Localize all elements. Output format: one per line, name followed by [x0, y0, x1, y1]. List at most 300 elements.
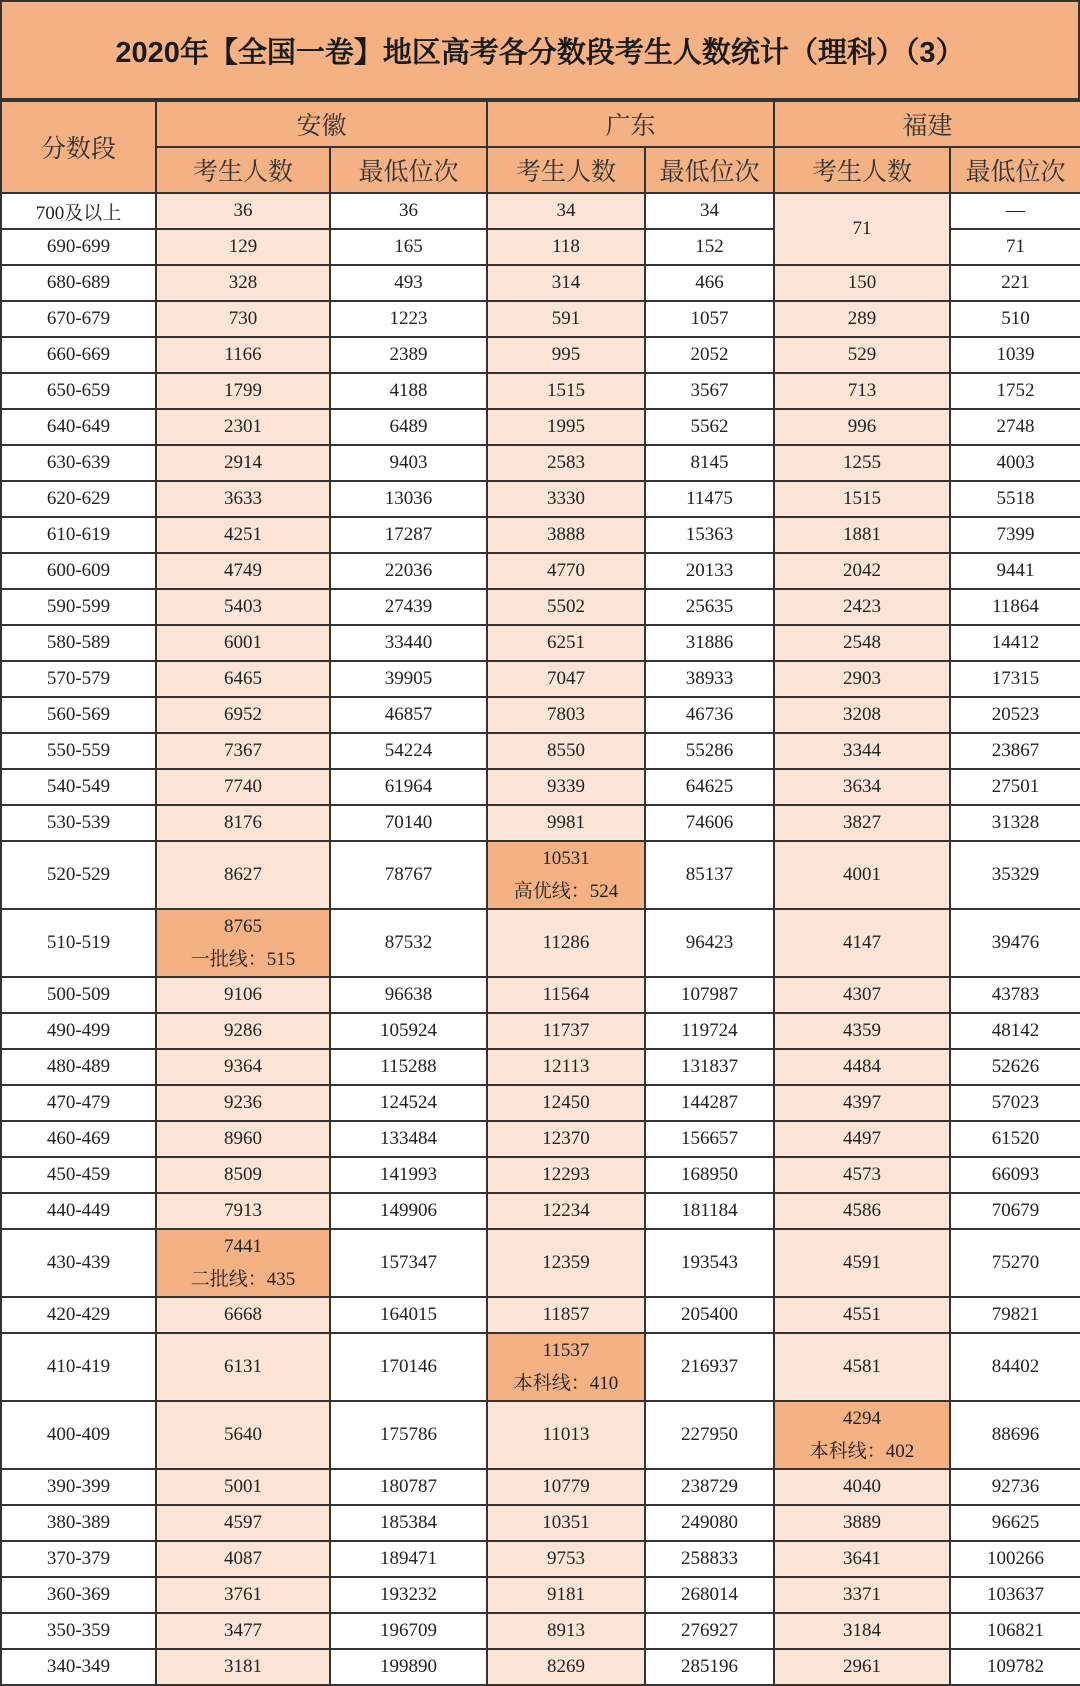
- rank-cell: [950, 337, 1080, 373]
- cell-value: 7913: [224, 1200, 262, 1221]
- cell-value: 4359: [843, 1020, 882, 1041]
- count-cell: [774, 1085, 950, 1121]
- rank-cell: [645, 1469, 774, 1505]
- cell-value: 9286: [224, 1020, 262, 1041]
- table-row: [1, 589, 1080, 625]
- count-cell: [774, 409, 950, 445]
- cell-value: 216937: [681, 1356, 739, 1377]
- rank-cell: [330, 1193, 487, 1229]
- cell-value: 9106: [224, 984, 262, 1005]
- rank-cell: [645, 909, 774, 977]
- rank-cell: [330, 1157, 487, 1193]
- score-range-cell: [1, 193, 156, 229]
- count-cell: [156, 1541, 330, 1577]
- rank-cell: [645, 553, 774, 589]
- rank-header: 最低位次: [330, 147, 487, 193]
- count-cell: [774, 805, 950, 841]
- rank-cell: [330, 1333, 487, 1401]
- cell-value: 74606: [685, 812, 734, 833]
- count-cell: [487, 769, 645, 805]
- count-cell: [156, 445, 330, 481]
- count-cell: [774, 1469, 950, 1505]
- cell-value: 165: [394, 236, 423, 257]
- cutoff-note: 一批线：515: [190, 948, 296, 970]
- cell-value: 2748: [996, 416, 1035, 437]
- count-cell: [156, 1577, 330, 1613]
- cell-value: 2042: [843, 560, 882, 581]
- count-cell: [774, 1157, 950, 1193]
- cell-value: 170146: [380, 1356, 437, 1377]
- count-cell: [774, 517, 950, 553]
- cell-value: 8627: [224, 864, 262, 885]
- cell-value: 5562: [690, 416, 729, 437]
- cell-value: 189471: [380, 1548, 437, 1569]
- rank-cell: [950, 445, 1080, 481]
- rank-cell: [950, 1613, 1080, 1649]
- cell-value: 560-569: [46, 704, 111, 725]
- cell-value: 13036: [384, 488, 433, 509]
- score-range-cell: [1, 1649, 156, 1685]
- cell-value: 196709: [380, 1620, 437, 1641]
- rank-cell: [330, 841, 487, 909]
- cell-value: 11857: [542, 1304, 590, 1325]
- cell-value: 57023: [991, 1092, 1040, 1113]
- count-cell: [487, 373, 645, 409]
- rank-cell: [950, 1013, 1080, 1049]
- cell-value: 2903: [843, 668, 882, 689]
- table-row: [1, 1013, 1080, 1049]
- score-range-cell: [1, 1085, 156, 1121]
- cell-value: 510: [1001, 308, 1030, 329]
- cell-value: 730: [228, 308, 258, 329]
- table-row: [1, 1333, 1080, 1401]
- table-row: [1, 265, 1080, 301]
- cell-value: 2423: [843, 596, 882, 617]
- count-cell: [487, 661, 645, 697]
- cell-value: 144287: [681, 1092, 739, 1113]
- cell-value: 3184: [843, 1620, 882, 1641]
- rank-cell: [330, 1505, 487, 1541]
- count-cell: [487, 1193, 645, 1229]
- count-cell: [156, 1649, 330, 1685]
- cell-value: 9441: [996, 560, 1035, 581]
- cell-value: 6668: [224, 1304, 262, 1325]
- cell-value: 3344: [843, 740, 882, 761]
- cell-value: 11537: [542, 1339, 590, 1361]
- cell-value: 700及以上: [35, 202, 122, 224]
- rank-cell: [950, 625, 1080, 661]
- rank-cell: [645, 1229, 774, 1297]
- count-cell: [487, 1157, 645, 1193]
- rank-cell: [950, 841, 1080, 909]
- score-range-cell: [1, 1229, 156, 1297]
- cell-value: 70140: [384, 812, 433, 833]
- count-cell: [487, 553, 645, 589]
- cell-value: 510-519: [46, 932, 111, 953]
- rank-cell: [330, 1577, 487, 1613]
- cell-value: 84402: [991, 1356, 1040, 1377]
- cell-value: 12359: [542, 1252, 590, 1273]
- cell-value: 314: [551, 272, 581, 293]
- region-header-guangdong: 广东: [487, 101, 774, 147]
- rank-cell: [330, 1401, 487, 1469]
- cell-value: 20523: [991, 704, 1040, 725]
- rank-cell: [645, 229, 774, 265]
- count-cell: [774, 301, 950, 337]
- count-cell: [487, 1577, 645, 1613]
- count-header: 考生人数: [156, 147, 330, 193]
- cell-value: 96638: [384, 984, 433, 1005]
- rank-cell: [330, 481, 487, 517]
- table-row: [1, 409, 1080, 445]
- count-cell: [774, 265, 950, 301]
- table-row: [1, 769, 1080, 805]
- rank-cell: [645, 589, 774, 625]
- rank-cell: [330, 373, 487, 409]
- cell-value: 630-639: [46, 452, 111, 473]
- score-range-cell: [1, 1297, 156, 1333]
- cell-value: 107987: [681, 984, 739, 1005]
- cell-value: 4188: [389, 380, 428, 401]
- cell-value: 238729: [681, 1476, 739, 1497]
- cell-value: 34: [700, 200, 720, 221]
- rank-cell: [645, 1649, 774, 1685]
- count-cell: [487, 733, 645, 769]
- cell-value: 4087: [224, 1548, 262, 1569]
- cell-value: 70679: [991, 1200, 1040, 1221]
- cell-value: 168950: [681, 1164, 739, 1185]
- cell-value: 540-549: [46, 776, 111, 797]
- rank-cell: [645, 1121, 774, 1157]
- count-cell: [156, 769, 330, 805]
- count-cell: [156, 517, 330, 553]
- cell-value: 410-419: [46, 1356, 111, 1377]
- region-header-fujian: 福建: [774, 101, 1080, 147]
- count-cell: [156, 1121, 330, 1157]
- count-cell: [487, 337, 645, 373]
- cell-value: 390-399: [46, 1476, 111, 1497]
- count-cell: [487, 265, 645, 301]
- cell-value: 39476: [991, 932, 1040, 953]
- cell-value: 490-499: [46, 1020, 111, 1041]
- rank-cell: [950, 909, 1080, 977]
- table-row: [1, 1469, 1080, 1505]
- rank-cell: [330, 1085, 487, 1121]
- rank-cell: [330, 805, 487, 841]
- cell-value: 6251: [547, 632, 586, 653]
- rank-cell: [950, 481, 1080, 517]
- rank-cell: [645, 769, 774, 805]
- cell-value: 193232: [380, 1584, 437, 1605]
- count-cell: [774, 1193, 950, 1229]
- rank-cell: [645, 337, 774, 373]
- rank-cell: [330, 589, 487, 625]
- count-cell: [774, 445, 950, 481]
- rank-header: 最低位次: [950, 147, 1080, 193]
- count-cell: [156, 909, 330, 977]
- score-range-cell: [1, 1121, 156, 1157]
- cell-value: 8960: [224, 1128, 262, 1149]
- table-row: [1, 661, 1080, 697]
- cell-value: 1166: [224, 344, 262, 365]
- count-header: 考生人数: [774, 147, 950, 193]
- cell-value: 1223: [389, 308, 428, 329]
- cell-value: 9236: [224, 1092, 262, 1113]
- count-header: 考生人数: [487, 147, 645, 193]
- cell-value: 4307: [843, 984, 882, 1005]
- count-cell: [156, 229, 330, 265]
- cell-value: 660-669: [46, 344, 111, 365]
- cell-value: 8145: [690, 452, 729, 473]
- cell-value: 10779: [542, 1476, 590, 1497]
- count-cell: [487, 1505, 645, 1541]
- cell-value: 9364: [224, 1056, 262, 1077]
- cell-value: 1799: [224, 380, 262, 401]
- count-cell: [774, 1505, 950, 1541]
- cell-value: 157347: [380, 1252, 437, 1273]
- rank-cell: [645, 1013, 774, 1049]
- score-range-cell: [1, 697, 156, 733]
- count-cell: [774, 553, 950, 589]
- rank-cell: [330, 553, 487, 589]
- table-row: [1, 1401, 1080, 1469]
- rank-cell: [950, 301, 1080, 337]
- rank-cell: [645, 301, 774, 337]
- cell-value: 3567: [690, 380, 729, 401]
- cell-value: 650-659: [46, 380, 111, 401]
- cell-value: 14412: [991, 632, 1040, 653]
- table-row: [1, 1229, 1080, 1297]
- cell-value: 71: [1006, 236, 1026, 257]
- rank-cell: [645, 697, 774, 733]
- table-row: [1, 445, 1080, 481]
- table-row: [1, 193, 1080, 229]
- count-cell: [774, 1541, 950, 1577]
- table-row: [1, 841, 1080, 909]
- count-cell: [774, 697, 950, 733]
- table-row: [1, 337, 1080, 373]
- rank-cell: [330, 229, 487, 265]
- count-cell: [156, 1505, 330, 1541]
- cell-value: 36: [399, 200, 418, 221]
- rank-cell: [645, 1193, 774, 1229]
- table-row: [1, 1613, 1080, 1649]
- cell-value: 5403: [224, 596, 262, 617]
- rank-cell: [645, 1085, 774, 1121]
- rank-cell: [645, 373, 774, 409]
- cell-value: 181184: [681, 1200, 738, 1221]
- score-range-cell: [1, 661, 156, 697]
- cell-value: 27501: [991, 776, 1040, 797]
- cell-value: 4497: [843, 1128, 882, 1149]
- table-row: [1, 1541, 1080, 1577]
- cell-value: 11737: [542, 1020, 590, 1041]
- count-cell: [487, 1229, 645, 1297]
- cell-value: 12234: [542, 1200, 590, 1221]
- count-cell: [156, 589, 330, 625]
- cell-value: 10531: [542, 847, 590, 869]
- cell-value: 75270: [991, 1252, 1040, 1273]
- cell-value: 520-529: [46, 864, 111, 885]
- cell-value: 33440: [384, 632, 433, 653]
- table-row: [1, 481, 1080, 517]
- rank-cell: [330, 1297, 487, 1333]
- rank-cell: [645, 733, 774, 769]
- cell-value: 1039: [996, 344, 1035, 365]
- cell-value: 9403: [389, 452, 428, 473]
- cell-value: 36: [233, 200, 253, 221]
- score-range-cell: [1, 1613, 156, 1649]
- count-cell: [487, 1085, 645, 1121]
- cell-value: 193543: [681, 1252, 739, 1273]
- cell-value: 8269: [547, 1656, 586, 1677]
- count-cell: [156, 1297, 330, 1333]
- rank-cell: [950, 1649, 1080, 1685]
- count-cell: [487, 481, 645, 517]
- count-cell: [487, 301, 645, 337]
- cell-value: 620-629: [46, 488, 111, 509]
- table-row: [1, 977, 1080, 1013]
- table-row: [1, 733, 1080, 769]
- table-row: [1, 1157, 1080, 1193]
- score-range-cell: [1, 265, 156, 301]
- count-cell: [774, 977, 950, 1013]
- cell-value: 150: [847, 272, 877, 293]
- count-cell: [774, 193, 950, 265]
- count-cell: [156, 733, 330, 769]
- count-cell: [487, 1013, 645, 1049]
- rank-cell: [330, 193, 487, 229]
- count-cell: [487, 625, 645, 661]
- table-row: [1, 553, 1080, 589]
- count-cell: [774, 733, 950, 769]
- score-range-cell: [1, 229, 156, 265]
- cell-value: 156657: [681, 1128, 739, 1149]
- count-cell: [774, 1577, 950, 1613]
- cell-value: 529: [847, 344, 877, 365]
- score-range-cell: [1, 1157, 156, 1193]
- count-cell: [774, 1049, 950, 1085]
- cell-value: 3889: [843, 1512, 882, 1533]
- rank-cell: [950, 1469, 1080, 1505]
- cell-value: 4591: [843, 1252, 882, 1273]
- cell-value: 79821: [991, 1304, 1040, 1325]
- count-cell: [156, 805, 330, 841]
- count-cell: [487, 697, 645, 733]
- cell-value: 4251: [224, 524, 262, 545]
- count-cell: [487, 1649, 645, 1685]
- cell-value: 530-539: [46, 812, 111, 833]
- cell-value: 129: [228, 236, 258, 257]
- cell-value: 6489: [389, 416, 428, 437]
- rank-cell: [645, 445, 774, 481]
- cell-value: 11564: [542, 984, 590, 1005]
- cutoff-note: 高优线：524: [513, 880, 619, 902]
- cell-value: 96423: [685, 932, 734, 953]
- count-cell: [774, 1649, 950, 1685]
- score-range-cell: [1, 445, 156, 481]
- score-range-cell: [1, 337, 156, 373]
- count-cell: [774, 337, 950, 373]
- count-cell: [487, 1333, 645, 1401]
- rank-cell: [645, 625, 774, 661]
- cell-value: 400-409: [46, 1424, 111, 1445]
- score-range-cell: [1, 481, 156, 517]
- rank-cell: [645, 805, 774, 841]
- rank-cell: [330, 769, 487, 805]
- cell-value: 105924: [380, 1020, 437, 1041]
- table-row: [1, 1121, 1080, 1157]
- count-cell: [487, 1613, 645, 1649]
- count-cell: [156, 1193, 330, 1229]
- cell-value: 164015: [380, 1304, 437, 1325]
- cell-value: 4597: [224, 1512, 262, 1533]
- cell-value: 466: [695, 272, 724, 293]
- cell-value: 1255: [843, 452, 882, 473]
- count-cell: [774, 625, 950, 661]
- cell-value: 996: [847, 416, 877, 437]
- cell-value: 380-389: [46, 1512, 111, 1533]
- cell-value: 2052: [690, 344, 729, 365]
- table-row: [1, 1085, 1080, 1121]
- cell-value: 38933: [685, 668, 734, 689]
- rank-cell: [330, 733, 487, 769]
- count-cell: [774, 589, 950, 625]
- count-cell: [156, 1401, 330, 1469]
- cell-value: 2583: [547, 452, 586, 473]
- rank-cell: [950, 1297, 1080, 1333]
- cell-value: 199890: [380, 1656, 437, 1677]
- score-range-cell: [1, 1469, 156, 1505]
- cell-value: 4484: [843, 1056, 882, 1077]
- cell-value: 133484: [380, 1128, 437, 1149]
- score-range-cell: [1, 1049, 156, 1085]
- cell-value: 3633: [224, 488, 262, 509]
- rank-header: 最低位次: [645, 147, 774, 193]
- cell-value: 5502: [547, 596, 586, 617]
- count-cell: [487, 193, 645, 229]
- cell-value: 5640: [224, 1424, 262, 1445]
- cell-value: 249080: [681, 1512, 739, 1533]
- count-cell: [156, 1013, 330, 1049]
- cell-value: 4586: [843, 1200, 882, 1221]
- rank-cell: [330, 517, 487, 553]
- rank-cell: [950, 193, 1080, 229]
- score-range-cell: [1, 1577, 156, 1613]
- cell-value: 4749: [224, 560, 262, 581]
- count-cell: [156, 697, 330, 733]
- table-row: [1, 373, 1080, 409]
- rank-cell: [645, 1049, 774, 1085]
- rank-cell: [330, 1049, 487, 1085]
- cell-value: 46736: [685, 704, 734, 725]
- cell-value: 54224: [384, 740, 433, 761]
- table-row: [1, 1297, 1080, 1333]
- rank-cell: [330, 661, 487, 697]
- score-range-cell: [1, 409, 156, 445]
- cell-value: 258833: [681, 1548, 739, 1569]
- cell-value: 7740: [224, 776, 262, 797]
- cell-value: 31886: [685, 632, 734, 653]
- cell-value: 995: [551, 344, 581, 365]
- cell-value: 640-649: [46, 416, 111, 437]
- cell-value: 500-509: [46, 984, 111, 1005]
- cell-value: 1515: [547, 380, 586, 401]
- score-range-cell: [1, 909, 156, 977]
- score-range-cell: [1, 301, 156, 337]
- rank-cell: [330, 1229, 487, 1297]
- cell-value: 48142: [991, 1020, 1040, 1041]
